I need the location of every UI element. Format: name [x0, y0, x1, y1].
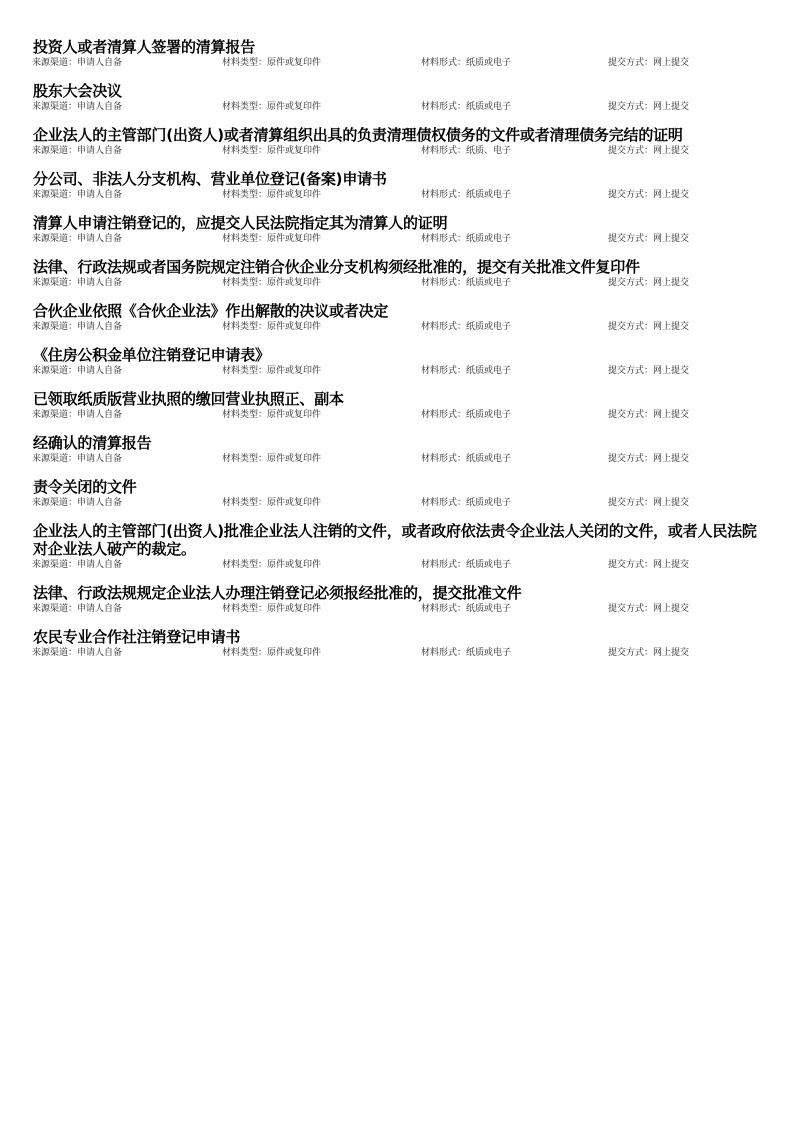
material-meta [33, 452, 763, 466]
material-item [33, 170, 763, 202]
submit-method: 提交方式：网上提交 [608, 58, 690, 68]
material-title: 合伙企业依照《合伙企业法》作出解散的决议或者决定 [33, 302, 389, 320]
material-type: 材料类型：原件或复印件 [222, 190, 322, 200]
material-title: 农民专业合作社注销登记申请书 [33, 628, 241, 646]
material-form: 材料形式：纸质或电子 [421, 102, 512, 112]
material-meta [33, 100, 763, 114]
materials-list [33, 38, 763, 672]
material-type: 材料类型：原件或复印件 [222, 58, 322, 68]
material-item [33, 478, 763, 510]
material-item [33, 82, 763, 114]
material-type: 材料类型：原件或复印件 [222, 604, 322, 614]
submit-method: 提交方式：网上提交 [608, 648, 690, 658]
source-channel: 来源渠道：申请人自备 [32, 410, 123, 420]
submit-method: 提交方式：网上提交 [608, 604, 690, 614]
material-title: 企业法人的主管部门(出资人)批准企业法人注销的文件，或者政府依法责令企业法人关闭的文件，或者人民法院对企业法人破产的裁定。 [33, 522, 757, 558]
submit-method: 提交方式：网上提交 [608, 498, 690, 508]
material-meta [33, 232, 763, 246]
material-form: 材料形式：纸质或电子 [421, 454, 512, 464]
material-type: 材料类型：原件或复印件 [222, 366, 322, 376]
material-item [33, 628, 763, 660]
source-channel: 来源渠道：申请人自备 [32, 234, 123, 244]
submit-method: 提交方式：网上提交 [608, 366, 690, 376]
source-channel: 来源渠道：申请人自备 [32, 604, 123, 614]
material-title: 经确认的清算报告 [33, 434, 152, 452]
material-meta [33, 408, 763, 422]
source-channel: 来源渠道：申请人自备 [32, 498, 123, 508]
submit-method: 提交方式：网上提交 [608, 146, 690, 156]
material-item [33, 346, 763, 378]
material-form: 材料形式：纸质或电子 [421, 604, 512, 614]
material-item [33, 38, 763, 70]
material-item [33, 434, 763, 466]
material-title: 法律、行政法规规定企业法人办理注销登记必须报经批准的，提交批准文件 [33, 584, 522, 602]
material-title: 已领取纸质版营业执照的缴回营业执照正、副本 [33, 390, 344, 408]
material-item [33, 126, 763, 158]
submit-method: 提交方式：网上提交 [608, 278, 690, 288]
material-type: 材料类型：原件或复印件 [222, 278, 322, 288]
material-form: 材料形式：纸质、电子 [421, 146, 512, 156]
material-form: 材料形式：纸质或电子 [421, 58, 512, 68]
submit-method: 提交方式：网上提交 [608, 454, 690, 464]
material-meta [33, 56, 763, 70]
material-type: 材料类型：原件或复印件 [222, 102, 322, 112]
material-type: 材料类型：原件或复印件 [222, 560, 322, 570]
material-type: 材料类型：原件或复印件 [222, 648, 322, 658]
submit-method: 提交方式：网上提交 [608, 190, 690, 200]
source-channel: 来源渠道：申请人自备 [32, 102, 123, 112]
source-channel: 来源渠道：申请人自备 [32, 190, 123, 200]
material-form: 材料形式：纸质或电子 [421, 366, 512, 376]
material-title: 分公司、非法人分支机构、营业单位登记(备案)申请书 [33, 170, 387, 188]
material-form: 材料形式：纸质或电子 [421, 498, 512, 508]
submit-method: 提交方式：网上提交 [608, 234, 690, 244]
material-title: 清算人申请注销登记的，应提交人民法院指定其为清算人的证明 [33, 214, 448, 232]
material-title: 股东大会决议 [33, 82, 122, 100]
material-form: 材料形式：纸质或电子 [421, 278, 512, 288]
material-meta [33, 496, 763, 510]
material-title: 投资人或者清算人签署的清算报告 [33, 38, 256, 56]
source-channel: 来源渠道：申请人自备 [32, 454, 123, 464]
material-form: 材料形式：纸质或电子 [421, 410, 512, 420]
material-meta [33, 364, 763, 378]
material-meta [33, 320, 763, 334]
source-channel: 来源渠道：申请人自备 [32, 58, 123, 68]
material-meta [33, 646, 763, 660]
material-meta [33, 276, 763, 290]
material-item [33, 522, 763, 572]
material-form: 材料形式：纸质或电子 [421, 648, 512, 658]
material-item [33, 584, 763, 616]
material-form: 材料形式：纸质或电子 [421, 560, 512, 570]
material-type: 材料类型：原件或复印件 [222, 322, 322, 332]
material-form: 材料形式：纸质或电子 [421, 190, 512, 200]
submit-method: 提交方式：网上提交 [608, 410, 690, 420]
source-channel: 来源渠道：申请人自备 [32, 648, 123, 658]
material-meta [33, 144, 763, 158]
material-item [33, 302, 763, 334]
submit-method: 提交方式：网上提交 [608, 102, 690, 112]
material-type: 材料类型：原件或复印件 [222, 454, 322, 464]
material-meta [33, 188, 763, 202]
material-type: 材料类型：原件或复印件 [222, 410, 322, 420]
material-title: 企业法人的主管部门(出资人)或者清算组织出具的负责清理债权债务的文件或者清理债务完结的证明 [33, 126, 683, 144]
material-form: 材料形式：纸质或电子 [421, 322, 512, 332]
material-title: 责令关闭的文件 [33, 478, 137, 496]
material-title: 法律、行政法规或者国务院规定注销合伙企业分支机构须经批准的，提交有关批准文件复印件 [33, 258, 640, 276]
material-title: 《住房公积金单位注销登记申请表》 [33, 346, 270, 364]
submit-method: 提交方式：网上提交 [608, 322, 690, 332]
material-item [33, 214, 763, 246]
source-channel: 来源渠道：申请人自备 [32, 146, 123, 156]
submit-method: 提交方式：网上提交 [608, 560, 690, 570]
source-channel: 来源渠道：申请人自备 [32, 560, 123, 570]
source-channel: 来源渠道：申请人自备 [32, 278, 123, 288]
source-channel: 来源渠道：申请人自备 [32, 322, 123, 332]
material-item [33, 258, 763, 290]
material-type: 材料类型：原件或复印件 [222, 146, 322, 156]
material-form: 材料形式：纸质或电子 [421, 234, 512, 244]
material-meta [33, 602, 763, 616]
material-type: 材料类型：原件或复印件 [222, 234, 322, 244]
material-meta [33, 558, 763, 572]
material-item [33, 390, 763, 422]
source-channel: 来源渠道：申请人自备 [32, 366, 123, 376]
material-type: 材料类型：原件或复印件 [222, 498, 322, 508]
